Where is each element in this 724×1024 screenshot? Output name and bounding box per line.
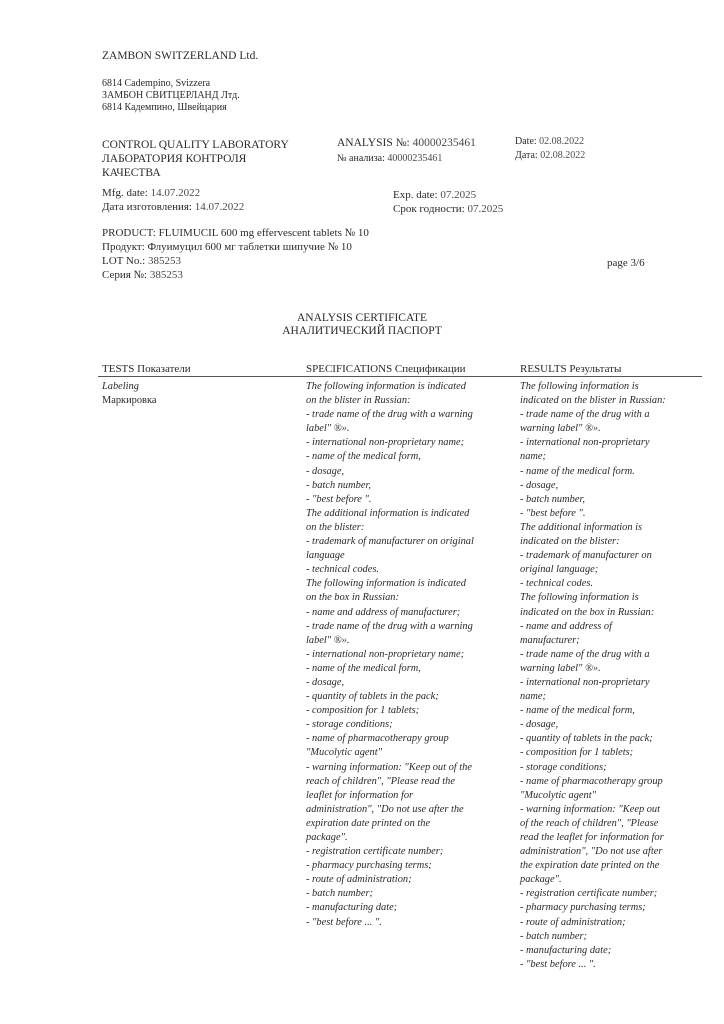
analysis-label-ru: № анализа: — [337, 153, 385, 164]
analysis-number-en — [337, 137, 476, 150]
specification-line: - composition for 1 tablets; — [306, 705, 420, 717]
result-line: - trademark of manufacturer on — [520, 550, 652, 562]
company-name: ZAMBON SWITZERLAND Ltd. — [102, 50, 259, 62]
specification-line: - storage conditions; — [306, 719, 393, 731]
result-line: original language; — [520, 564, 599, 576]
analysis-value-ru: 40000235461 — [387, 153, 443, 164]
result-line: - quantity of tablets in the pack; — [520, 733, 653, 745]
specification-line: - "best before ... ". — [306, 916, 382, 928]
results-column — [520, 380, 702, 972]
product-line-ru: Продукт: Флуимуцил 600 мг таблетки шипучие № 10 — [102, 241, 352, 253]
date-en — [515, 135, 584, 148]
exp-date-en — [393, 189, 476, 202]
result-line: "Mucolytic agent" — [520, 789, 596, 801]
mfg-date-ru — [102, 201, 244, 214]
page-number: page 3/6 — [607, 257, 645, 269]
result-line: administration", "Do not use after — [520, 846, 663, 858]
result-line: - storage conditions; — [520, 761, 607, 773]
result-line: - composition for 1 tablets; — [520, 747, 634, 759]
result-line: - "best before ... ". — [520, 958, 596, 970]
analysis-label-en: ANALYSIS №: — [337, 137, 410, 149]
specification-line: - manufacturing date; — [306, 902, 398, 914]
result-line: - trade name of the drug with a — [520, 409, 650, 421]
result-line: - name of the medical form. — [520, 465, 635, 477]
result-line: package". — [520, 874, 562, 886]
analysis-number-ru — [337, 152, 442, 165]
mfg-date-en — [102, 187, 200, 200]
specification-line: - pharmacy purchasing terms; — [306, 860, 432, 872]
company-address-line-1: 6814 Cadempino, Svizzera — [102, 78, 211, 89]
lab-title-ru-2: КАЧЕСТВА — [102, 167, 161, 179]
exp-value-en: 07.2025 — [440, 189, 477, 201]
specification-line: The additional information is indicated — [306, 507, 470, 519]
mfg-value-ru: 14.07.2022 — [194, 201, 245, 213]
analysis-value-en: 40000235461 — [412, 137, 476, 149]
specification-line: administration", "Do not use after the — [306, 803, 464, 815]
exp-label-en: Exp. date: — [393, 189, 438, 201]
specification-line: on the blister: — [306, 521, 365, 533]
specification-line: - batch number, — [306, 479, 371, 491]
result-line: - batch number, — [520, 493, 585, 505]
result-line: - route of administration; — [520, 916, 626, 928]
specification-line: - international non-proprietary name; — [306, 648, 465, 660]
header-specifications: SPECIFICATIONS Спецификации — [306, 363, 466, 375]
result-line: - "best before ". — [520, 507, 586, 519]
mfg-label-en: Mfg. date: — [102, 187, 148, 199]
result-line: - dosage, — [520, 479, 559, 491]
date-value-en: 02.08.2022 — [539, 136, 585, 147]
specification-line: The following information is indicated — [306, 578, 466, 590]
specification-line: leaflet for information for — [306, 789, 414, 801]
specification-line: - dosage, — [306, 676, 345, 688]
specification-line: The following information is indicated — [306, 381, 466, 392]
result-line: - name of pharmacotherapy group — [520, 775, 663, 787]
exp-label-ru: Срок годности: — [393, 203, 465, 215]
lot-number — [102, 255, 181, 268]
result-line: The following information is — [520, 592, 639, 604]
specification-line: - name of the medical form, — [306, 451, 421, 463]
lot-value: 385253 — [147, 255, 181, 267]
result-line: - manufacturing date; — [520, 944, 612, 956]
result-line: the expiration date printed on the — [520, 860, 660, 872]
specification-line: - name of the medical form, — [306, 662, 421, 674]
result-line: of the reach of children", "Please — [520, 817, 659, 829]
series-value: 385253 — [149, 269, 183, 281]
result-line: - name and address of — [520, 620, 612, 632]
mfg-value-en: 14.07.2022 — [150, 187, 201, 199]
result-line: warning label" ®». — [520, 662, 601, 674]
specification-line: label" ®». — [306, 634, 350, 646]
result-line: indicated on the blister in Russian: — [520, 395, 666, 407]
specification-line: - registration certificate number; — [306, 846, 444, 858]
specification-line: - batch number; — [306, 888, 373, 900]
specifications-column — [306, 380, 508, 930]
specification-line: package". — [306, 832, 348, 843]
lab-title-ru: ЛАБОРАТОРИЯ КОНТРОЛЯ — [102, 153, 247, 165]
header-divider — [98, 376, 702, 377]
test-name-en: Labeling — [102, 381, 139, 392]
specification-line: expiration date printed on the — [306, 817, 431, 829]
series-label: Серия №: — [102, 269, 148, 281]
specification-line: - "best before ". — [306, 493, 372, 505]
specification-line: - warning information: "Keep out of the — [306, 761, 472, 773]
specification-line: - trademark of manufacturer on original — [306, 536, 474, 548]
result-line: indicated on the blister: — [520, 536, 620, 548]
specification-line: - dosage, — [306, 465, 345, 477]
test-name-ru: Маркировка — [102, 395, 157, 407]
result-line: The additional information is — [520, 521, 643, 533]
lot-label: LOT No.: — [102, 255, 146, 267]
date-value-ru: 02.08.2022 — [540, 150, 586, 161]
exp-date-ru — [393, 203, 503, 216]
result-line: The following information is — [520, 381, 639, 392]
specification-line: - technical codes. — [306, 564, 379, 576]
mfg-label-ru: Дата изготовления: — [102, 201, 192, 213]
specification-line: - name of pharmacotherapy group — [306, 733, 449, 745]
specification-line: - international non-proprietary name; — [306, 437, 465, 449]
series-number — [102, 269, 183, 282]
specification-line: "Mucolytic agent" — [306, 747, 382, 759]
specification-line: label" ®». — [306, 423, 350, 435]
result-line: - international non-proprietary — [520, 437, 650, 449]
result-line: name; — [520, 451, 546, 463]
company-address-line-3: 6814 Кадемпино, Швейцария — [102, 102, 227, 113]
result-line: read the leaflet for information for — [520, 832, 664, 843]
specification-line: - trade name of the drug with a warning — [306, 409, 473, 421]
result-line: - dosage, — [520, 719, 559, 731]
header-results: RESULTS Результаты — [520, 363, 622, 375]
result-line: - name of the medical form, — [520, 705, 635, 717]
result-line: manufacturer; — [520, 634, 580, 646]
result-line: indicated on the box in Russian: — [520, 606, 655, 618]
specification-line: - route of administration; — [306, 874, 412, 886]
date-label-en: Date: — [515, 136, 537, 147]
date-ru — [515, 149, 585, 162]
result-line: - technical codes. — [520, 578, 593, 590]
specification-line: on the box in Russian: — [306, 592, 399, 604]
tests-column — [102, 380, 156, 408]
result-line: - international non-proprietary — [520, 676, 650, 688]
result-line: - warning information: "Keep out — [520, 803, 661, 815]
company-address-line-2: ЗАМБОН СВИТЦЕРЛАНД Лтд. — [102, 90, 240, 101]
specification-line: reach of children", "Please read the — [306, 775, 455, 787]
certificate-title-ru: АНАЛИТИЧЕСКИЙ ПАСПОРТ — [282, 325, 442, 337]
product-line-en: PRODUCT: FLUIMUCIL 600 mg effervescent tablets № 10 — [102, 227, 369, 239]
specification-line: language — [306, 550, 345, 562]
specification-line: - quantity of tablets in the pack; — [306, 691, 439, 703]
result-line: - pharmacy purchasing terms; — [520, 902, 646, 914]
result-line: - registration certificate number; — [520, 888, 658, 900]
exp-value-ru: 07.2025 — [467, 203, 504, 215]
specification-line: on the blister in Russian: — [306, 395, 411, 407]
result-line: - batch number; — [520, 930, 587, 942]
lab-title-en: CONTROL QUALITY LABORATORY — [102, 139, 289, 151]
specification-line: - name and address of manufacturer; — [306, 606, 461, 618]
date-label-ru: Дата: — [515, 150, 538, 161]
result-line: - trade name of the drug with a — [520, 648, 650, 660]
result-line: warning label" ®». — [520, 423, 601, 435]
header-tests: TESTS Показатели — [102, 363, 191, 375]
result-line: name; — [520, 691, 546, 703]
specification-line: - trade name of the drug with a warning — [306, 620, 473, 632]
certificate-title-en: ANALYSIS CERTIFICATE — [296, 312, 428, 324]
